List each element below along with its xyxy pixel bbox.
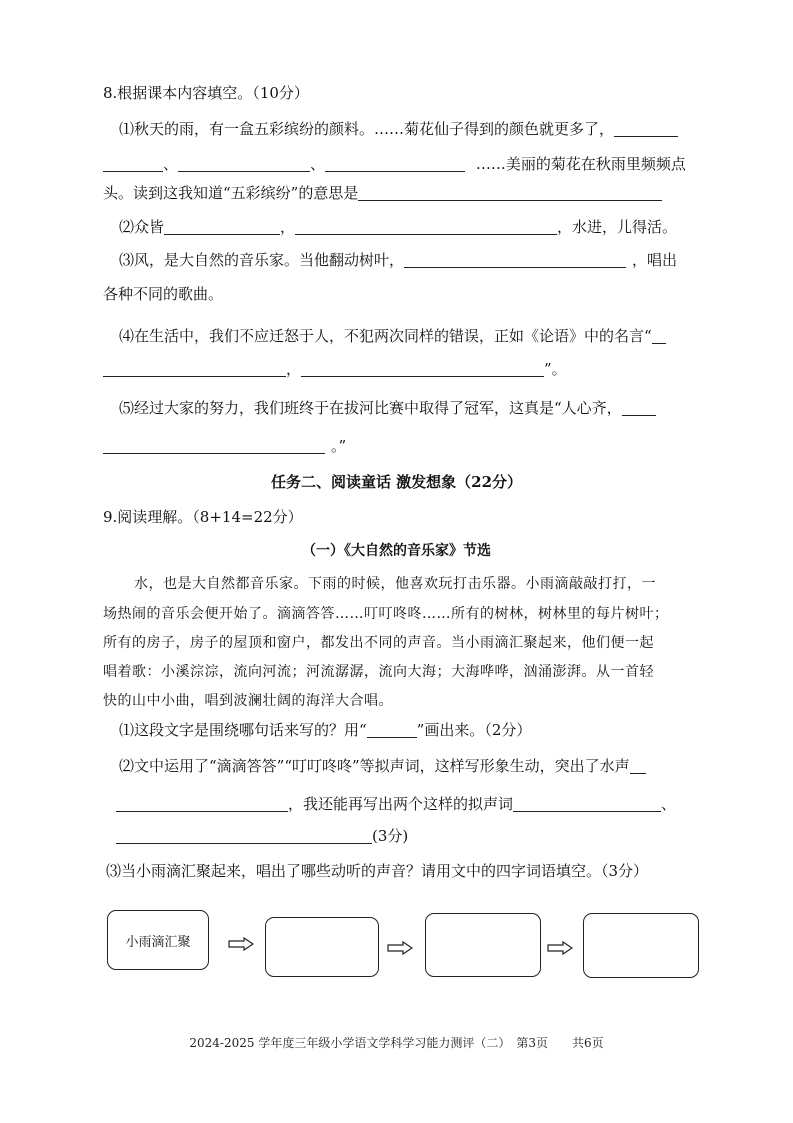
q8-title: 8.根据课本内容填空。（10分） — [103, 84, 309, 102]
q9-title: 9.阅读理解。（8+14=22分） — [103, 508, 303, 526]
q8-item5-line1 — [119, 398, 656, 418]
q8-item1-blank-meaning[interactable] — [358, 185, 662, 201]
q8-item1-text-a: ⑴秋天的雨，有一盒五彩缤纷的颜料。……菊花仙子得到的颜色就更多了， — [119, 120, 615, 138]
q8-item5-text-b: 。” — [331, 437, 347, 455]
q8-item4-blank-2[interactable] — [301, 361, 544, 377]
q9-sub2-blank-3[interactable] — [116, 828, 372, 844]
q8-item1-line2 — [103, 154, 686, 174]
q8-item5-text-a: ⑸经过大家的努力，我们班终于在拔河比赛中取得了冠军，这真是“人心齐， — [119, 399, 622, 417]
q9-sub1-text-b: ”画出来。（2分） — [416, 721, 532, 739]
q8-item2-blank-2[interactable] — [295, 219, 557, 235]
q8-item1-blank-2[interactable] — [178, 156, 310, 172]
q9-sub2-line3 — [116, 826, 408, 846]
q8-item3-text-b: ，唱出 — [632, 251, 678, 269]
q8-item3-line2: 各种不同的歌曲。 — [103, 285, 224, 303]
q9-sub2-line1 — [119, 756, 646, 776]
task2-heading: 任务二、阅读童话 激发想象（22分） — [270, 473, 523, 491]
page-footer: 2024-2025 学年度三年级小学语文学科学习能力测评（二） 第3页 共6页 — [189, 1036, 604, 1050]
q8-item2 — [119, 217, 677, 237]
q8-item2-text-a: ⑵众皆 — [119, 218, 165, 236]
q8-item1-sep-2: 、 — [310, 155, 326, 173]
q8-item1-blank-1-cont[interactable] — [103, 156, 163, 172]
q8-item5-line2 — [103, 436, 346, 456]
q9-passage-title: （一）《大自然的音乐家》节选 — [302, 543, 491, 559]
passage-line-2: 场热闹的音乐会便开始了。滴滴答答……叮叮咚咚……所有的树林，树林里的每片树叶； — [103, 606, 669, 622]
q8-item4-line2 — [103, 359, 567, 379]
q8-item4-blank-1[interactable] — [652, 328, 666, 344]
q8-item4-blank-1-cont[interactable] — [103, 361, 286, 377]
q8-item5-blank[interactable] — [622, 400, 656, 416]
flow-answer-box-2[interactable] — [425, 913, 541, 977]
q8-item1-sep-1: 、 — [163, 155, 179, 173]
q9-sub2-sep: 、 — [661, 795, 677, 813]
q9-sub2-text-b: ，我还能再写出两个这样的拟声词 — [288, 795, 514, 813]
flow-answer-box-1[interactable] — [265, 917, 379, 977]
q8-item3-line1 — [119, 250, 677, 270]
q8-item4-sep: ， — [286, 360, 302, 378]
q9-sub2-line2 — [116, 794, 676, 814]
q9-sub2-score: (3分) — [372, 827, 409, 845]
q8-item1-blank-3[interactable] — [325, 156, 465, 172]
q8-item1-line1 — [119, 119, 678, 139]
flow-answer-box-3[interactable] — [583, 913, 699, 978]
flow-arrow-2 — [387, 941, 413, 955]
q8-item5-blank-cont[interactable] — [103, 438, 325, 454]
q9-sub3: ⑶当小雨滴汇聚起来，唱出了哪些动听的声音？请用文中的四字词语填空。（3分） — [106, 862, 649, 880]
q9-sub2-blank-1-cont[interactable] — [116, 796, 288, 812]
q9-sub2-text-a: ⑵文中运用了“滴滴答答”“叮叮咚咚”等拟声词，这样写形象生动，突出了水声 — [119, 757, 630, 775]
flow-arrow-1 — [228, 937, 254, 951]
q8-item1-line3 — [103, 183, 662, 203]
flow-start-label: 小雨滴汇聚 — [125, 934, 191, 950]
q8-item4-line1 — [119, 326, 666, 346]
q9-sub2-blank-1[interactable] — [630, 758, 646, 774]
q8-item1-blank-1[interactable] — [614, 121, 678, 137]
q9-sub1-mark-blank[interactable] — [367, 722, 417, 738]
q8-item2-blank-1[interactable] — [164, 219, 280, 235]
passage-line-3: 所有的房子，房子的屋顶和窗户，都发出不同的声音。当小雨滴汇聚起来，他们便一起 — [103, 635, 654, 651]
q8-item3-text-a: ⑶风，是大自然的音乐家。当他翻动树叶， — [119, 251, 405, 269]
passage-line-1: 水，也是大自然都音乐家。下雨的时候，他喜欢玩打击乐器。小雨滴敲敲打打，一 — [134, 576, 656, 592]
q8-item1-text-c: 头。读到这我知道“五彩缤纷”的意思是 — [103, 184, 359, 202]
q9-sub1 — [119, 720, 531, 740]
q8-item4-text-b: ”。 — [544, 360, 567, 378]
q8-item4-text-a: ⑷在生活中，我们不应迁怒于人，不犯两次同样的错误，正如《论语》中的名言“ — [119, 327, 652, 345]
q9-sub1-text-a: ⑴这段文字是围绕哪句话来写的？用“ — [119, 721, 367, 739]
passage-line-5: 快的山中小曲，唱到波澜壮阔的海洋大合唱。 — [103, 693, 393, 709]
q8-item2-sep: ， — [280, 218, 296, 236]
flow-arrow-3 — [547, 941, 573, 955]
q8-item1-text-b: ……美丽的菊花在秋雨里频频点 — [475, 155, 686, 173]
q8-item3-blank[interactable] — [404, 252, 626, 268]
q8-item2-text-b: ，水进，儿得活。 — [557, 218, 678, 236]
flow-start-box — [107, 910, 209, 970]
q9-sub2-blank-2[interactable] — [513, 796, 661, 812]
passage-line-4: 唱着歌：小溪淙淙，流向河流；河流潺潺，流向大海；大海哗哗，汹涌澎湃。从一首轻 — [103, 664, 654, 680]
